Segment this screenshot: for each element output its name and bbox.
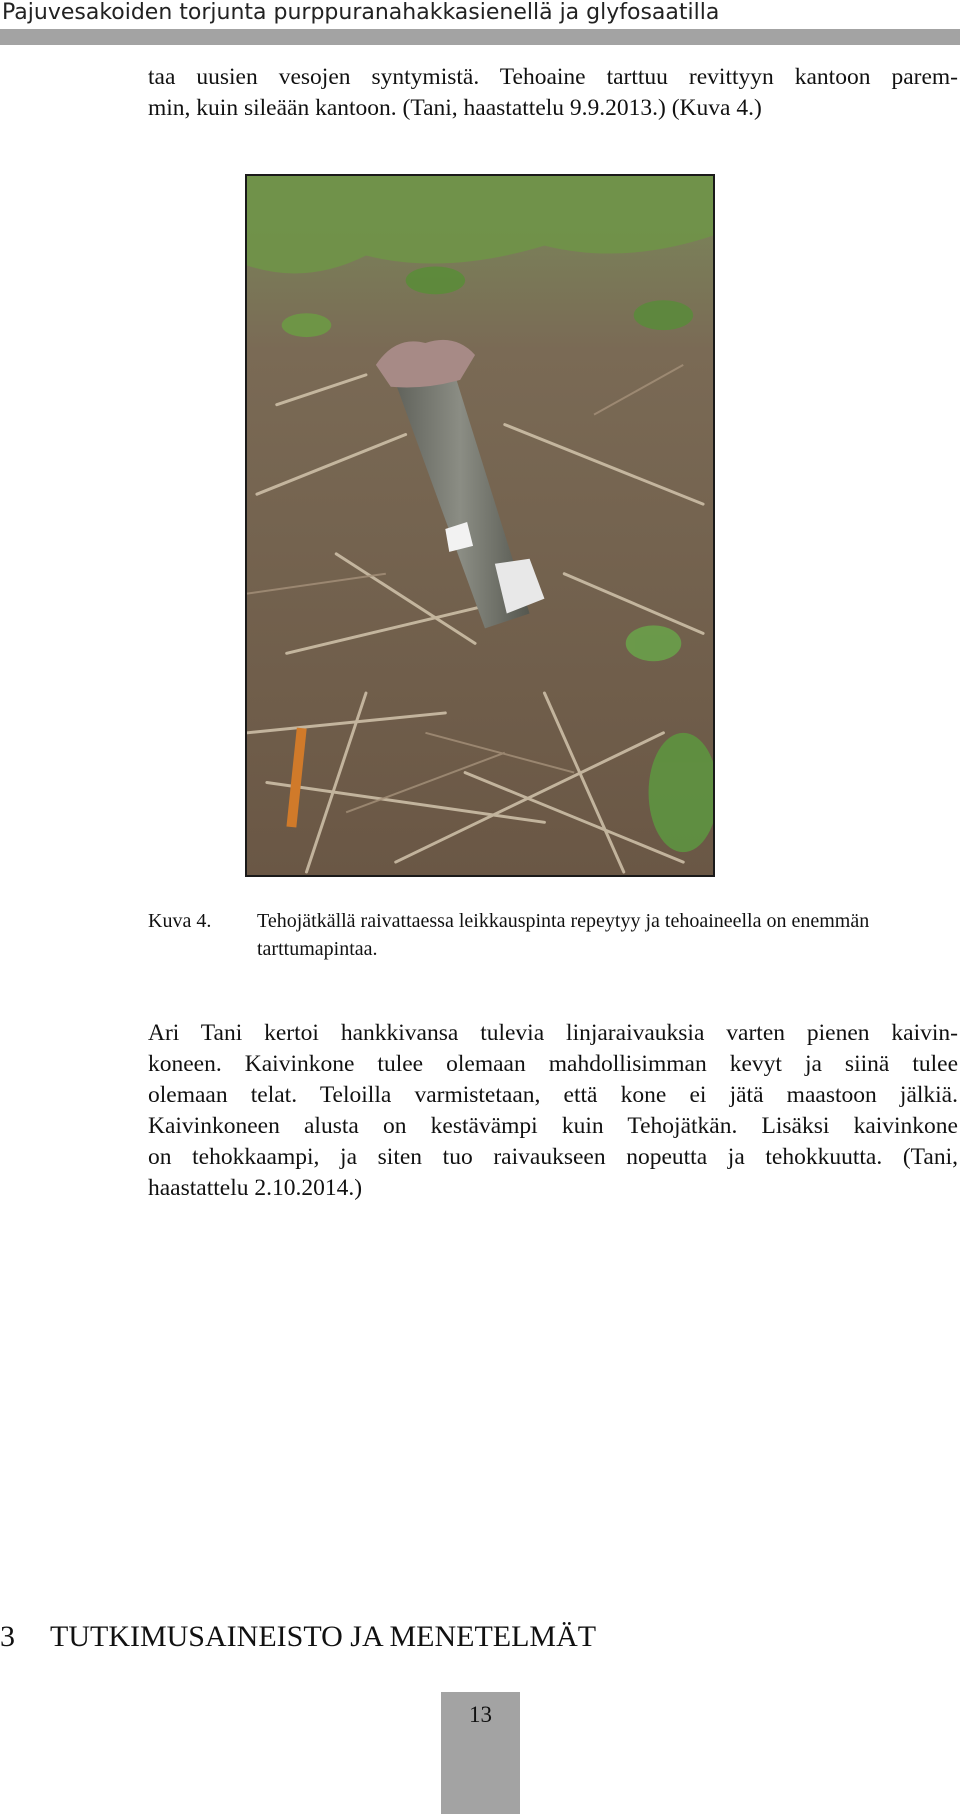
page-number-box [441, 1692, 520, 1814]
text-line: olemaan telat. Teloilla varmistetaan, että kone ei jätä maastoon jälkiä. [148, 1082, 958, 1108]
text-line: koneen. Kaivinkone tulee olemaan mahdollisimman kevyt ja siinä tulee [148, 1051, 958, 1077]
figure-caption-label: Kuva 4. [148, 910, 212, 932]
paragraph-continuation [148, 62, 958, 124]
page-number: 13 [469, 1702, 492, 1727]
section-number: 3 [0, 1620, 15, 1653]
text-line: on tehokkaampi, ja siten tuo raivaukseen nopeutta ja tehokkuutta. (Tani, [148, 1144, 958, 1170]
caption-line: tarttumapintaa. [257, 938, 378, 960]
text-line: Ari Tani kertoi hankkivansa tulevia linjaraivauksia varten pienen kaivin- [148, 1020, 958, 1046]
stump-photo [247, 176, 713, 875]
text-line: Kaivinkoneen alusta on kestävämpi kuin Tehojätkän. Lisäksi kaivinkone [148, 1113, 958, 1139]
document-title: Pajuvesakoiden torjunta purppuranahakkasienellä ja glyfosaatilla [2, 0, 720, 25]
header-rule [0, 29, 960, 45]
section-heading [0, 1620, 596, 1654]
text-line: taa uusien vesojen syntymistä. Tehoaine tarttuu revittyyn kantoon parem- [148, 64, 958, 90]
figure-caption-text [257, 907, 957, 963]
figure-photo-stump [245, 174, 715, 877]
text-line: haastattelu 2.10.2014.) [148, 1175, 363, 1201]
paragraph-body [148, 1018, 958, 1204]
caption-line: Tehojätkällä raivattaessa leikkauspinta repeytyy ja tehoaineella on enemmän [257, 910, 870, 932]
text-line: min, kuin sileään kantoon. (Tani, haastattelu 9.9.2013.) (Kuva 4.) [148, 95, 762, 121]
section-title: TUTKIMUSAINEISTO JA MENETELMÄT [50, 1620, 597, 1653]
